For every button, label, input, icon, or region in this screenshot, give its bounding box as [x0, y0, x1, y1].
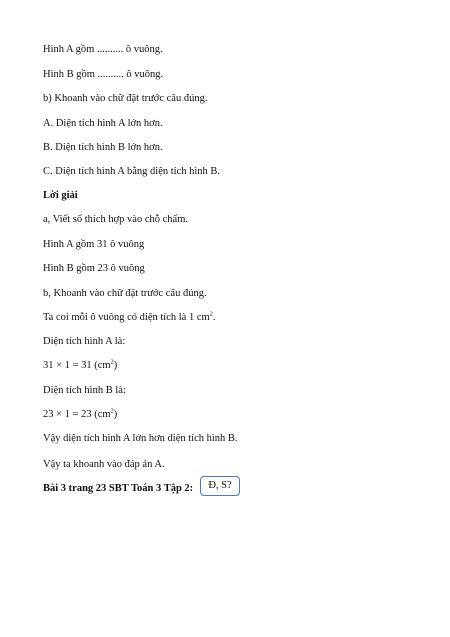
text-line: Diện tích hình B là: [43, 385, 126, 396]
text-line: Vậy ta khoanh vào đáp án A. [43, 459, 165, 470]
true-false-badge: Đ, S? [200, 476, 240, 496]
text-line: Hình A gồm 31 ô vuông [43, 239, 145, 250]
superscript: 2 [209, 310, 213, 318]
text-line: b, Khoanh vào chữ đặt trước câu đúng. [43, 288, 207, 299]
text-line [43, 311, 216, 324]
text-segment: . [212, 312, 216, 323]
text-segment: Ta coi mỗi ô vuông có diện tích là 1 cm [43, 312, 210, 323]
text-line: Hình A gồm .......... ô vuông. [43, 44, 163, 55]
text-line: Hình B gồm .......... ô vuông. [43, 69, 164, 80]
exercise-heading: Bài 3 trang 23 SBT Toán 3 Tập 2: [43, 483, 194, 494]
option-a: A. Diện tích hình A lớn hơn. [43, 118, 163, 129]
text-segment: 31 × 1 = 31 (cm [43, 360, 111, 371]
option-c: C. Diện tích hình A bằng diện tích hình B. [43, 166, 221, 177]
text-line: Hình B gồm 23 ô vuông [43, 263, 145, 274]
solution-heading: Lời giải [43, 190, 78, 201]
option-b: B. Diện tích hình B lớn hơn. [43, 142, 163, 153]
text-segment: 23 × 1 = 23 (cm [43, 409, 111, 420]
text-line: a, Viết số thích hợp vào chỗ chấm. [43, 214, 188, 225]
formula-line [43, 359, 117, 372]
formula-line [43, 408, 117, 421]
superscript: 2 [110, 407, 114, 415]
text-line: Diện tích hình A là: [43, 336, 126, 347]
text-line: b) Khoanh vào chữ đặt trước câu đúng. [43, 93, 208, 104]
text-segment: ) [113, 360, 118, 371]
superscript: 2 [110, 358, 114, 366]
text-line: Vậy diện tích hình A lớn hơn diện tích hình B. [43, 433, 238, 444]
text-segment: ) [113, 409, 118, 420]
